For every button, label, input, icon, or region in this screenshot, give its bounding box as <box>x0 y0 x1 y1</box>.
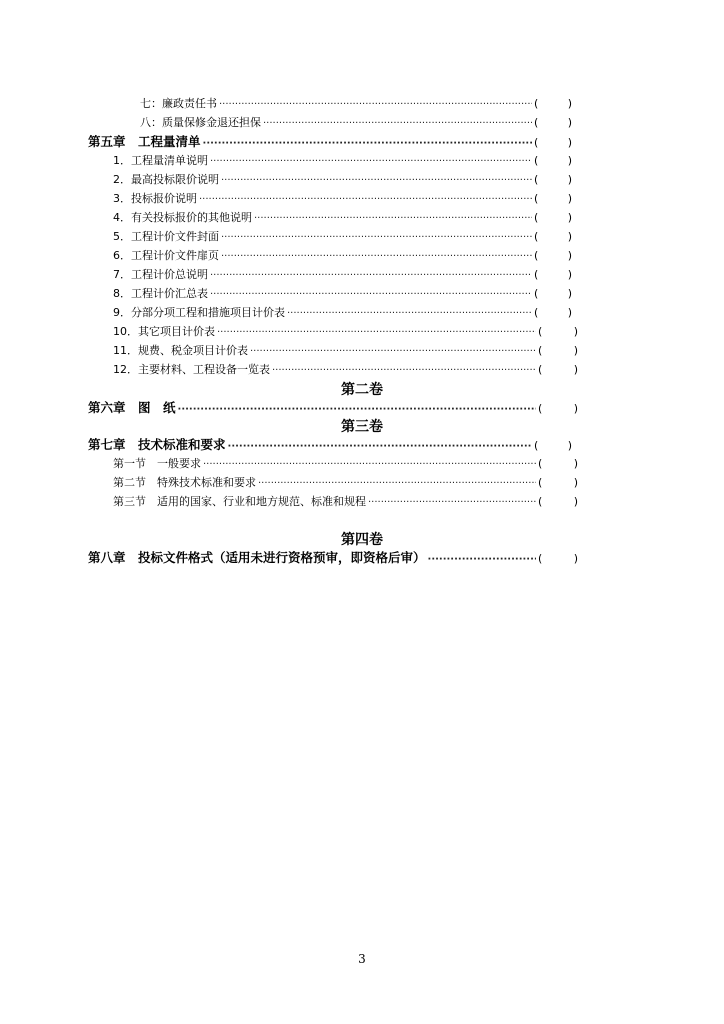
toc-page-ref: ( ) <box>538 402 578 415</box>
toc-entry-text: 七：廉政责任书 <box>140 97 217 110</box>
toc-page-ref: ( ) <box>538 457 578 470</box>
toc-entry-text: 第五章 工程量清单 <box>88 134 201 149</box>
toc-page-ref: ( ) <box>538 476 578 489</box>
toc-leader-dots <box>203 136 532 152</box>
toc-entry-text: 第七章 技术标准和要求 <box>88 437 226 452</box>
toc-entry-7-1 <box>113 456 578 473</box>
toc-entry-text: 第八章 投标文件格式（适用未进行资格预审，即资格后审） <box>88 550 426 565</box>
toc-leader-dots <box>272 363 536 379</box>
toc-entry-text: 3．投标报价说明 <box>113 192 197 205</box>
toc-leader-dots <box>263 116 532 132</box>
toc-page-ref: ( ) <box>534 268 572 281</box>
toc-entry-text: 8．工程计价汇总表 <box>113 287 208 300</box>
toc-leader-dots <box>368 495 536 511</box>
toc-entry-text: 11．规费、税金项目计价表 <box>113 344 248 357</box>
toc-entry-text: 第二节 特殊技术标准和要求 <box>113 476 256 489</box>
toc-page-ref: ( ) <box>534 230 572 243</box>
toc-leader-dots <box>203 457 536 473</box>
toc-entry-chapter-7 <box>88 437 572 455</box>
toc-entry-text: 6．工程计价文件扉页 <box>113 249 219 262</box>
toc-entry-text: 5．工程计价文件封面 <box>113 230 219 243</box>
toc-entry-5-1 <box>113 153 572 170</box>
toc-leader-dots <box>254 211 532 227</box>
toc-entry-chapter-5 <box>88 134 572 152</box>
page-number: 3 <box>358 952 366 966</box>
toc-leader-dots <box>221 173 532 189</box>
toc-entry-text: 1．工程量清单说明 <box>113 154 208 167</box>
toc-leader-dots <box>228 439 532 455</box>
toc-entry-5-9 <box>113 305 572 322</box>
toc-entry-5-8 <box>113 286 572 303</box>
toc-entry-5-10 <box>113 324 578 341</box>
toc-page-ref: ( ) <box>534 192 572 205</box>
toc-page-ref: ( ) <box>534 173 572 186</box>
toc-entry-text: 10．其它项目计价表 <box>113 325 215 338</box>
toc-page-ref: ( ) <box>538 325 578 338</box>
toc-page-ref: ( ) <box>534 116 572 129</box>
toc-entry-text: 第一节 一般要求 <box>113 457 201 470</box>
toc-entry-chapter-8 <box>88 550 578 568</box>
toc-entry-5-5 <box>113 229 572 246</box>
toc-leader-dots <box>221 249 532 265</box>
toc-leader-dots <box>287 306 532 322</box>
toc-entry-warranty-guarantee <box>140 115 572 132</box>
toc-entry-5-2 <box>113 172 572 189</box>
toc-page-ref: ( ) <box>534 287 572 300</box>
toc-entry-5-7 <box>113 267 572 284</box>
toc-page-ref: ( ) <box>538 363 578 376</box>
toc-leader-dots <box>221 230 532 246</box>
toc-entry-text: 第六章 图 纸 <box>88 400 176 415</box>
toc-entry-5-11 <box>113 343 578 360</box>
toc-entry-text: 八：质量保修金退还担保 <box>140 116 261 129</box>
toc-page-ref: ( ) <box>534 249 572 262</box>
toc-page-ref: ( ) <box>538 495 578 508</box>
toc-page-ref: ( ) <box>534 306 572 319</box>
toc-page-ref: ( ) <box>534 211 572 224</box>
toc-page-ref: ( ) <box>538 344 578 357</box>
toc-leader-dots <box>217 325 536 341</box>
toc-page-ref: ( ) <box>538 552 578 565</box>
toc-page-ref: ( ) <box>534 136 572 149</box>
toc-leader-dots <box>199 192 532 208</box>
toc-leader-dots <box>219 97 532 113</box>
toc-leader-dots <box>258 476 536 492</box>
volume-title-4: 第四卷 <box>341 532 383 548</box>
toc-entry-5-6 <box>113 248 572 265</box>
toc-leader-dots <box>210 154 532 170</box>
toc-entry-5-4 <box>113 210 572 227</box>
toc-page-ref: ( ) <box>534 97 572 110</box>
volume-title-3: 第三卷 <box>341 419 383 435</box>
toc-entry-text: 4．有关投标报价的其他说明 <box>113 211 252 224</box>
toc-entry-5-3 <box>113 191 572 208</box>
toc-entry-text: 12．主要材料、工程设备一览表 <box>113 363 270 376</box>
toc-entry-5-12 <box>113 362 578 379</box>
toc-entry-text: 7．工程计价总说明 <box>113 268 208 281</box>
toc-entry-7-2 <box>113 475 578 492</box>
volume-title-2: 第二卷 <box>341 382 383 398</box>
toc-page-ref: ( ) <box>534 154 572 167</box>
toc-page-ref: ( ) <box>534 439 572 452</box>
toc-leader-dots <box>210 287 532 303</box>
toc-entry-chapter-6 <box>88 400 578 418</box>
toc-leader-dots <box>250 344 536 360</box>
toc-entry-text: 2．最高投标限价说明 <box>113 173 219 186</box>
toc-entry-integrity-letter <box>140 96 572 113</box>
toc-entry-text: 第三节 适用的国家、行业和地方规范、标准和规程 <box>113 495 366 508</box>
toc-leader-dots <box>210 268 532 284</box>
toc-entry-7-3 <box>113 494 578 511</box>
toc-entry-text: 9．分部分项工程和措施项目计价表 <box>113 306 285 319</box>
toc-leader-dots <box>178 402 536 418</box>
toc-leader-dots <box>428 552 536 568</box>
